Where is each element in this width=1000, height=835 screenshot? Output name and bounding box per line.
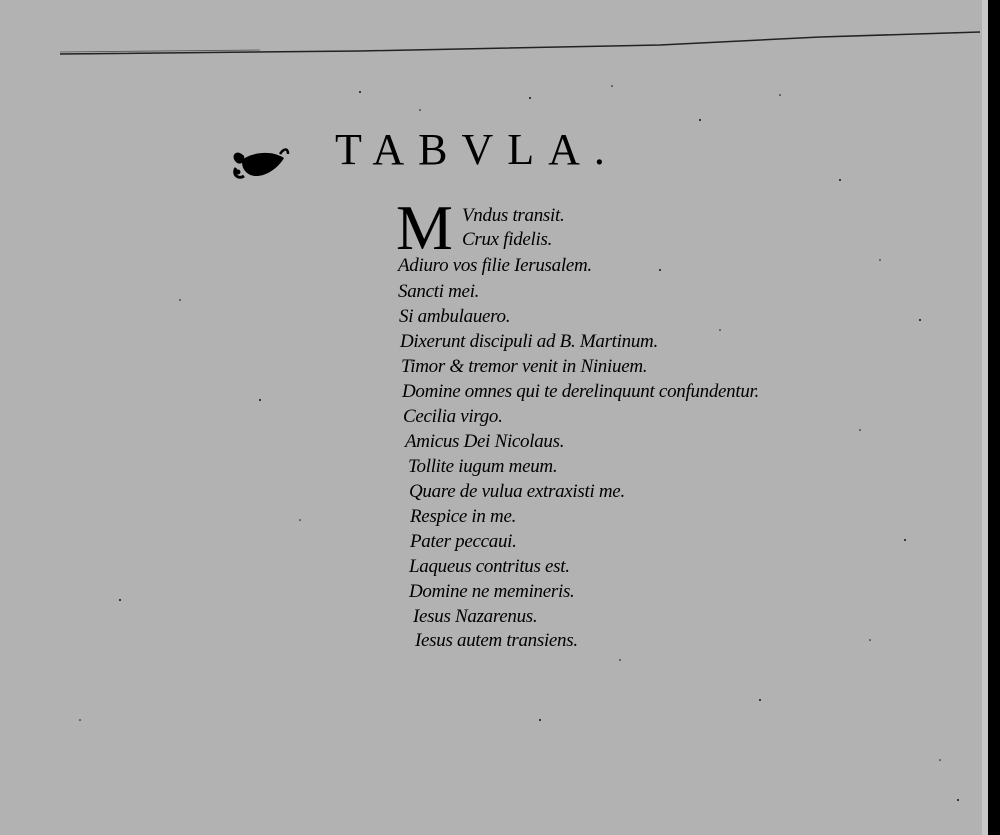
list-item: Adiuro vos filie Ierusalem. bbox=[398, 255, 592, 276]
list-item: Laqueus contritus est. bbox=[409, 556, 570, 577]
list-item: Timor & tremor venit in Niniuem. bbox=[401, 356, 648, 377]
list-item: Pater peccaui. bbox=[410, 531, 517, 552]
list-item: Si ambulauero. bbox=[399, 306, 511, 327]
list-item: Domine omnes qui te derelinquunt confundentur. bbox=[402, 381, 759, 402]
top-rule-line bbox=[60, 30, 980, 66]
list-item: Crux fidelis. bbox=[462, 229, 553, 250]
list-item: Sancti mei. bbox=[398, 281, 480, 302]
list-item: Iesus autem transiens. bbox=[415, 630, 578, 651]
fleuron-icon bbox=[228, 142, 290, 184]
list-item: Cecilia virgo. bbox=[403, 406, 503, 427]
list-item: Tollite iugum meum. bbox=[408, 456, 558, 477]
page-edge-shadow bbox=[988, 0, 1000, 835]
list-item: Quare de vulua extraxisti me. bbox=[409, 481, 625, 502]
list-item: Dixerunt discipuli ad B. Martinum. bbox=[400, 331, 658, 352]
list-item: Domine ne memineris. bbox=[409, 581, 575, 602]
list-item: Vndus transit. bbox=[462, 205, 565, 226]
page-title: TABVLA. bbox=[335, 125, 619, 174]
drop-cap: M bbox=[396, 192, 453, 263]
list-item: Amicus Dei Nicolaus. bbox=[405, 431, 565, 452]
list-item: Iesus Nazarenus. bbox=[413, 606, 538, 627]
list-item: Respice in me. bbox=[410, 506, 517, 527]
